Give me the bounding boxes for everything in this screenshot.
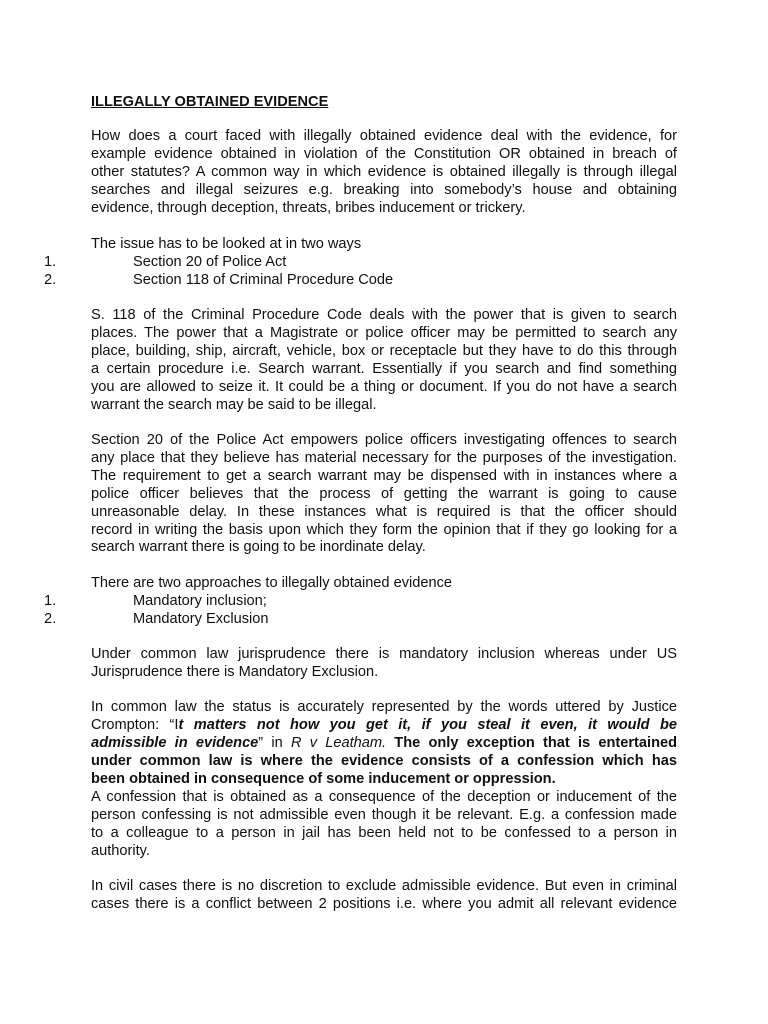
paragraph-line: record in writing the basis upon which they form the opinion that if they go looking for a [91,521,677,538]
issue-intro: The issue has to be looked at in two ways [91,236,362,252]
paragraph-line: any place that they believe has material necessary for the purposes of the investigation. [91,449,677,466]
paragraph-confession [91,789,677,861]
paragraph-line: Under common law jurisprudence there is mandatory inclusion whereas under US [91,646,677,662]
quote-text: admissible in evidence [91,734,259,751]
paragraph-jurisprudence [91,646,677,682]
emphasis-text: The only exception that is entertained [386,734,678,751]
paragraph-line: to a colleague to a person in jail has been held not to be confessed to a person in [91,824,677,841]
paragraph-line: police officer believes that the process of getting the warrant is going to cause [91,485,677,502]
paragraph-section-20 [91,432,677,557]
paragraph-common-law [91,699,677,789]
paragraph-line: cases there is a conflict between 2 positions i.e. where you admit all relevant evidence [91,895,677,912]
paragraph-line: places. The power that a Magistrate or police officer may be permitted to search any [91,324,677,341]
paragraph-line: person confessing is not admissible even though it be relevant. E.g. a confession made [91,806,677,823]
paragraph-line: In civil cases there is no discretion to exclude admissible evidence. But even in criminal [91,878,677,894]
list-text: Mandatory inclusion; [133,593,267,609]
list-number: 2. [44,611,57,627]
paragraph-line: under common law is where the evidence consists of a confession which has [91,752,677,769]
list-text: Section 118 of Criminal Procedure Code [133,272,394,288]
paragraph-line: unreasonable delay. In these instances what is required is that the officer should [91,503,677,520]
paragraph-line: warrant the search may be said to be illegal. [91,396,377,413]
paragraph-line: a certain procedure i.e. Search warrant. Essentially if you search and find something [91,360,677,377]
approaches-intro: There are two approaches to illegally obtained evidence [91,575,453,591]
list-item [44,254,286,272]
paragraph-line: How does a court faced with illegally obtained evidence deal with the evidence, for [91,128,677,144]
paragraph-line: authority. [91,842,150,859]
list-number: 2. [44,272,57,288]
list-item [44,272,393,290]
list-text: Section 20 of Police Act [133,254,287,270]
paragraph-line: A confession that is obtained as a consequence of the deception or inducement of the [91,789,677,805]
list-text: Mandatory Exclusion [133,611,269,627]
paragraph-civil-cases [91,878,677,914]
list-number: 1. [44,593,57,609]
paragraph-section-118 [91,307,677,414]
paragraph-line: you are allowed to seize it. It could be a thing or document. If you do not have a search [91,378,677,395]
paragraph-line: Section 20 of the Police Act empowers police officers investigating offences to search [91,432,677,448]
paragraph-line: The requirement to get a search warrant may be dispensed with in instances where a [91,467,677,484]
paragraph-intro [91,128,677,218]
paragraph-line: searches and illegal seizures e.g. breaking into somebody’s house and obtaining [91,181,677,198]
paragraph-line: evidence, through deception, threats, bribes inducement or trickery. [91,199,526,216]
paragraph-line: search warrant there is going to be inordinate delay. [91,539,426,556]
paragraph-line: Jurisprudence there is Mandatory Exclusion. [91,663,379,680]
paragraph-line: been obtained in consequence of some inducement or oppression. [91,770,556,787]
quote-text: t matters not how you get it, if you steal it even, it would be [178,716,677,733]
paragraph-line: other statutes? A common way in which evidence is obtained illegally is through illegal [91,163,677,180]
paragraph-line: admissible in evidence” in R v Leatham. The only exception that is entertained [91,734,678,751]
paragraph-line: S. 118 of the Criminal Procedure Code deals with the power that is given to search [91,307,677,323]
paragraph-line: Crompton: “It matters not how you get it, if you steal it even, it would be [91,716,677,733]
case-name: R v Leatham. [290,734,387,751]
paragraph-line: In common law the status is accurately represented by the words uttered by Justice [91,699,677,715]
list-number: 1. [44,254,57,270]
paragraph-line: place, building, ship, aircraft, vehicle, box or receptacle but they have to do this through [91,342,677,359]
list-item [44,593,267,611]
paragraph-line: example evidence obtained in violation of the Constitution OR obtained in breach of [91,145,677,162]
list-item [44,611,268,629]
document-title: ILLEGALLY OBTAINED EVIDENCE [91,94,329,110]
